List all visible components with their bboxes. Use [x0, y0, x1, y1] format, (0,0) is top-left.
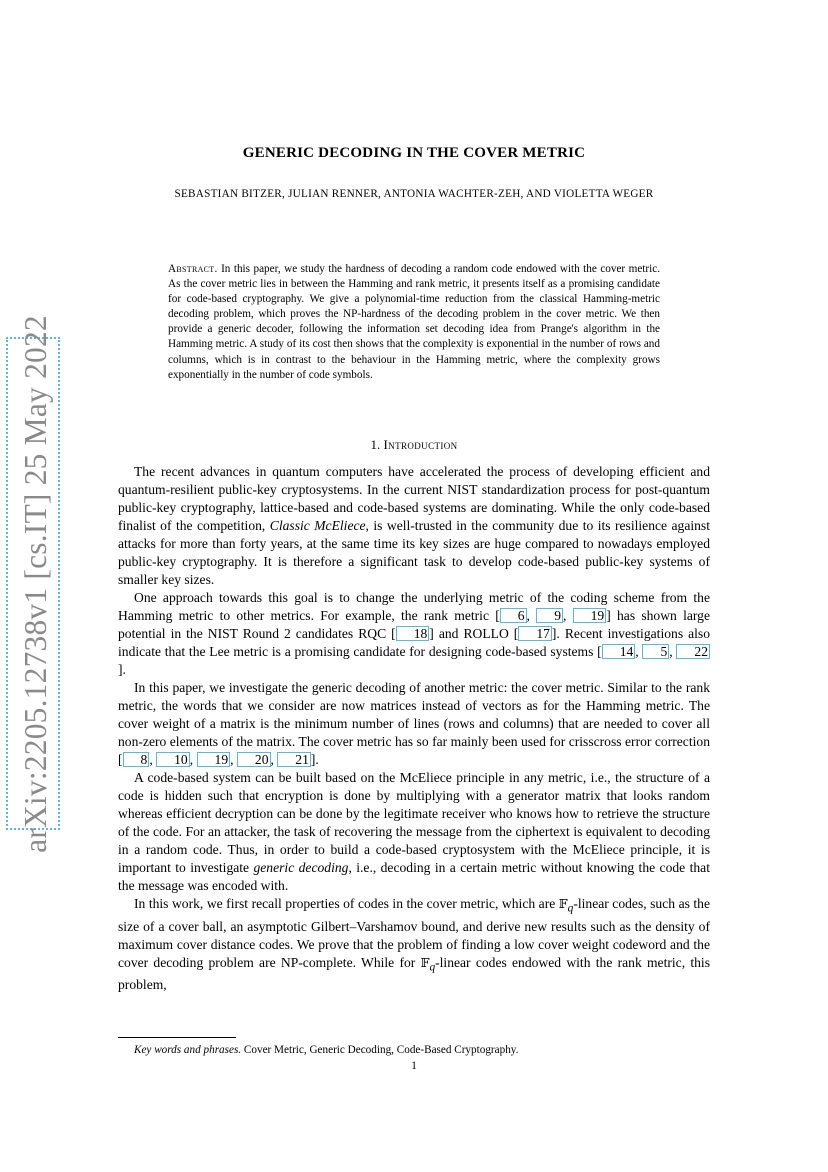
- paper-title: GENERIC DECODING IN THE COVER METRIC: [242, 145, 586, 161]
- citation-link[interactable]: 14: [602, 644, 636, 659]
- citation-link[interactable]: 17: [518, 626, 552, 641]
- section-heading: [0, 437, 828, 453]
- abstract: [168, 262, 660, 383]
- paragraph: In this work, we first recall properties of codes in the cover metric, which are 𝔽$_q$-linear codes, such as the size of a cover ball, an asymptotic Gilbert–Varshamov bound, and derive new results such as the density of maximum cover distance codes. We prove that the problem of finding a low cover weight codeword and the cover decoding problem are NP-complete. While for 𝔽$_q$-linear codes endowed with the rank metric, this problem,: [118, 896, 711, 993]
- citation-link[interactable]: 6: [500, 608, 527, 623]
- footnote-label: Key words and phrases.: [134, 1044, 242, 1056]
- paragraph: In this paper, we investigate the generic decoding of another metric: the cover metric. Similar to the rank metric, the words that we consider are now matrices instead of vectors as for the Hamming metric. The cover weight of a matrix is the minimum number of lines (rows and columns) that are needed to cover all non-zero elements of the matrix. The cover metric has so far mainly been used for crisscross error correction [ 8 , 10 , 19 , 20 , 21 ].: [118, 680, 710, 767]
- citation-link[interactable]: 5: [642, 644, 669, 659]
- section-title: Introduction: [383, 437, 458, 452]
- citation-link[interactable]: 9: [536, 608, 563, 623]
- footnote-divider: [118, 1037, 236, 1038]
- author-list: SEBASTIAN BITZER, JULIAN RENNER, ANTONIA WACHTER-ZEH, AND VIOLETTA WEGER: [174, 188, 654, 200]
- emphasis: generic decoding: [253, 860, 349, 875]
- page-number: 1: [411, 1060, 417, 1072]
- citation-link[interactable]: 22: [676, 644, 710, 659]
- citation-link[interactable]: 8: [123, 752, 150, 767]
- citation-link[interactable]: 19: [573, 608, 607, 623]
- footnote: [134, 1044, 710, 1056]
- citation-link[interactable]: 18: [396, 626, 430, 641]
- emphasis: Classic McEliece: [269, 518, 366, 533]
- abstract-text: In this paper, we study the hardness of decoding a random code endowed with the cover metric. As the cover metric lies in between the Hamming and rank metric, it presents itself as a promising candidate for code-based cryptography. We give a polynomial-time reduction from the classical Hamming-metric decoding problem, which proves the NP-hardness of the decoding problem in the cover metric. We then provide a generic decoder, following the information set decoding idea from Prange's algorithm in the Hamming metric. A study of its cost then shows that the complexity is exponential in the number of rows and columns, which is in contrast to the behaviour in the Hamming metric, where the complexity grows exponentially in the number of code symbols.: [168, 263, 660, 381]
- footnote-text: Cover Metric, Generic Decoding, Code-Based Cryptography.: [241, 1044, 519, 1056]
- citation-link[interactable]: 20: [237, 752, 271, 767]
- paragraph: A code-based system can be built based on the McEliece principle in any metric, i.e., the structure of a code is hidden such that encryption is done by multiplying with a generator matrix that looks random whereas efficient decryption can be done by the legitimate receiver who knows how to retrieve the structure of the code. For an attacker, the task of recovering the message from the ciphertext is equivalent to decoding in a random code. Thus, in order to build a code-based cryptosystem with the McEliece principle, it is important to investigate generic decoding, i.e., decoding in a certain metric without knowing the code that the message was encoded with.: [118, 770, 710, 893]
- section-number: 1.: [370, 437, 381, 452]
- arxiv-identifier[interactable]: arXiv:2205.12738v1 [cs.IT] 25 May 2022: [18, 315, 53, 853]
- citation-link[interactable]: 21: [277, 752, 311, 767]
- body-text: [118, 463, 710, 994]
- finite-field-symbol: 𝔽: [420, 954, 430, 970]
- citation-link[interactable]: 10: [156, 752, 190, 767]
- paragraph: The recent advances in quantum computers have accelerated the process of developing efficient and quantum-resilient public-key cryptosystems. In the current NIST standardization process for post-quantum public-key cryptography, lattice-based and code-based systems are dominating. While the only code-based finalist of the competition, Classic McEliece, is well-trusted in the community due to its resilience against attacks for more than forty years, at the same time its key sizes are huge compared to nowadays employed public-key cryptography. It is therefore a significant task to develop code-based public-key systems of smaller key sizes.: [118, 464, 710, 587]
- paragraph: One approach towards this goal is to change the underlying metric of the coding scheme from the Hamming metric to other metrics. For example, the rank metric [ 6 , 9 , 19 ] has shown large potential in the NIST Round 2 candidates RQC [ 18 ] and ROLLO [ 17 ]. Recent investigations also indicate that the Lee metric is a promising candidate for designing code-based systems [ 14 , 5 , 22].: [118, 590, 711, 677]
- abstract-label: Abstract.: [168, 263, 218, 275]
- finite-field-symbol: 𝔽: [558, 896, 568, 911]
- citation-link[interactable]: 19: [197, 752, 231, 767]
